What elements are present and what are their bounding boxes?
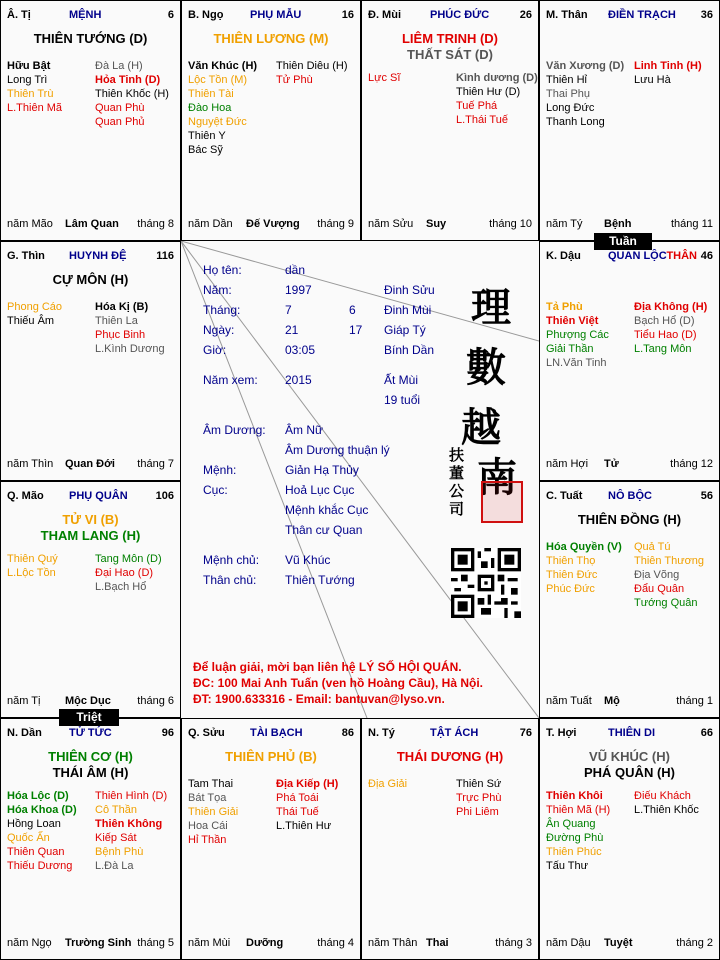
minor-star: Thiên La [95,315,138,327]
minor-star: Thiên Đức [546,569,598,581]
palace-name: MỆNH [69,9,102,21]
palace-year: năm Hợi [546,458,589,470]
palace-footer [546,458,715,472]
palace-position: G. Thìn [7,250,45,262]
name-value: dần [285,263,306,277]
minor-star: Thiên Phúc [546,846,602,858]
minor-stars-right [276,777,361,833]
main-star: TỬ VI (B) [62,512,119,527]
age: 19 tuổi [384,393,421,407]
palace-month: tháng 5 [137,937,174,949]
palace-position: K. Dậu [546,250,581,262]
month-solar: 7 [285,303,292,317]
palace-header [188,727,356,741]
calligraphy-small-3: 公 [449,482,465,500]
minor-star: Hồng Loan [7,818,61,830]
palace-number: 26 [519,9,532,21]
day-lunar: Giáp Tý [384,323,426,337]
minor-star: Hỏa Tinh (D) [95,74,161,86]
minor-star: Thiên Trù [7,88,54,100]
palace-month: tháng 2 [676,937,713,949]
main-stars [182,31,360,47]
palace-year: năm Mùi [188,937,231,949]
palace-month: tháng 7 [137,458,174,470]
palace-header [7,490,176,504]
palace-header [546,9,715,23]
palace-cell [0,241,181,481]
minor-star: Thiên Hình (D) [95,790,168,802]
day-solar: 21 [285,323,299,337]
palace-cell [539,0,720,241]
minor-star: Tả Phù [546,301,583,313]
calligraphy-small [449,446,467,518]
palace-cell [0,0,181,241]
palace-year: năm Mão [7,218,53,230]
palace-month: tháng 3 [495,937,532,949]
minor-star: Quả Tú [634,541,671,553]
palace-position: N. Tý [368,727,395,739]
contact-line-1: Để luận giải, mời bạn liên hệ LÝ SỐ HỘI QUÁN. [193,660,462,674]
palace-month: tháng 9 [317,218,354,230]
minor-star: Thanh Long [546,116,605,128]
minor-star: Nguyệt Đức [188,116,247,128]
main-stars [362,749,538,765]
minor-star: Quan Phù [95,102,145,114]
minor-star: Tiểu Hao (D) [634,329,697,341]
palace-year: năm Dậu [546,937,591,949]
minor-star: Phượng Các [546,329,609,341]
minor-star: Tấu Thư [546,860,589,872]
minor-stars-right [95,552,181,594]
minor-star: Long Trì [7,74,48,86]
year-solar: 1997 [285,283,312,297]
palace-position: M. Thân [546,9,588,21]
menh-chu: Vũ Khúc [285,553,331,567]
palace-stage: Dưỡng [246,937,284,949]
palace-header [368,9,534,23]
menh-label: Mệnh: [203,463,237,477]
palace-month: tháng 10 [489,218,532,230]
palace-cell [0,481,181,718]
minor-star: Bát Tọa [188,792,227,804]
minor-star: Hóa Kị (B) [95,301,149,313]
main-star: THÁI ÂM (H) [52,765,129,780]
palace-header [7,9,176,23]
palace-position: C. Tuất [546,490,583,502]
minor-stars-left [368,777,463,791]
minor-star: Tử Phù [276,74,313,86]
palace-year: năm Sửu [368,218,414,230]
palace-name: HUYNH ĐỆ [69,250,127,262]
palace-year: năm Tý [546,218,583,230]
contact-line-3[interactable]: ĐT: 1900.633316 - Email: bantuvan@lyso.vn. [193,692,445,706]
minor-star: Bạch Hổ (D) [634,315,695,327]
palace-cell [0,718,181,960]
palace-header [7,250,176,264]
minor-stars-left [546,59,641,129]
view-year-lunar: Ất Mùi [384,373,419,387]
minor-star: Linh Tinh (H) [634,60,702,72]
palace-name: TỬ TỨC [69,727,112,739]
palace-number: 16 [341,9,354,21]
minor-star: Quốc Ấn [7,832,50,844]
minor-stars-left [546,789,641,873]
palace-year: năm Thìn [7,458,54,470]
minor-star: Thiên Việt [546,315,599,327]
minor-star: Văn Xương (D) [546,60,625,72]
palace-header [368,727,534,741]
minor-star: L.Kình Dương [95,343,165,355]
palace-position: Đ. Mùi [368,9,401,21]
palace-stage: Mộc Dục [65,695,111,707]
minor-star: Thiên Quan [7,846,65,858]
minor-star: Tuế Phá [456,100,498,112]
minor-star: L.Thiên Hư [276,820,332,832]
minor-star: Văn Khúc (H) [188,60,258,72]
palace-number: 66 [700,727,713,739]
minor-star: Bác Sỹ [188,144,223,156]
minor-star: Đường Phù [546,832,604,844]
minor-star: Thiên Thương [634,555,705,567]
minor-stars-left [7,552,102,580]
palace-footer [188,218,356,232]
minor-stars-right [95,59,181,129]
minor-star: Địa Giải [368,778,408,790]
name-label: Họ tên: [203,263,242,277]
palace-month: tháng 11 [670,218,713,230]
minor-stars-right [634,540,720,610]
minor-star: Phúc Đức [546,583,595,595]
calligraphy-char-3: 越 [461,404,501,451]
minor-star: Đà La (H) [95,60,143,72]
minor-star: Thiên Hư (D) [456,86,521,98]
main-stars [540,512,719,528]
palace-stage: Thai [426,937,449,949]
palace-position: Â. Tị [7,9,31,21]
palace-footer [368,218,534,232]
minor-star: Kiếp Sát [95,832,137,844]
minor-star: L.Tang Môn [634,343,692,355]
minor-star: Địa Võng [634,569,680,581]
minor-star: Cô Thần [95,804,137,816]
minor-star: Thiên Thọ [546,555,596,567]
minor-star: Đại Hao (D) [95,567,154,579]
main-star: THIÊN LƯƠNG (M) [213,31,329,46]
palace-extra: THÂN [666,250,697,262]
minor-stars-left [546,300,641,370]
minor-stars-left [188,59,283,157]
palace-cell [539,718,720,960]
palace-position: B. Ngọ [188,9,224,21]
palace-year: năm Tuất [546,695,592,707]
minor-star: Lực Sĩ [368,72,401,84]
minor-stars-right [276,59,361,87]
month-lunar-num: 6 [349,303,356,317]
minor-star: L.Thiên Khốc [634,804,699,816]
minor-star: Đào Hoa [188,102,232,114]
minor-star: Hóa Khoa (D) [7,804,77,816]
minor-star: Kình dương (D) [456,72,538,84]
month-lunar: Đinh Mùi [384,303,432,317]
view-year-label: Năm xem: [203,373,258,387]
palace-header [546,490,715,504]
minor-star: L.Lộc Tồn [7,567,56,579]
minor-star: Tam Thai [188,778,234,790]
minor-star: Phi Liêm [456,806,499,818]
minor-star: Hỉ Thần [188,834,227,846]
calligraphy-char-2: 數 [466,344,506,391]
cuc-value-2: Mệnh khắc Cục [285,503,369,517]
palace-position: T. Hợi [546,727,577,739]
minor-star: Thiên Mã (H) [546,804,611,816]
than-chu: Thiên Tướng [285,573,355,587]
minor-star: Thái Tuế [276,806,319,818]
main-stars [182,749,360,765]
palace-position: Q. Mão [7,490,44,502]
palace-cell [539,241,720,481]
palace-header [546,727,715,741]
palace-cell [361,718,539,960]
palace-footer [368,937,534,951]
year-lunar: Đinh Sửu [384,283,435,297]
palace-name: PHÚC ĐỨC [430,9,490,21]
main-stars [1,272,180,288]
palace-cell [181,0,361,241]
day-label: Ngày: [203,323,235,337]
palace-number: 46 [700,250,713,262]
minor-star: Thiếu Âm [7,315,55,327]
palace-header [188,9,356,23]
palace-stage: Suy [426,218,447,230]
calligraphy-char-1: 理 [471,284,511,331]
minor-star: Địa Không (H) [634,301,708,313]
palace-stage: Tuyệt [604,937,633,949]
main-star: PHÁ QUÂN (H) [584,765,675,780]
palace-month: tháng 8 [137,218,174,230]
palace-month: tháng 1 [676,695,713,707]
minor-stars-right [456,71,539,127]
minor-stars-left [7,789,102,873]
palace-name: TÀI BẠCH [250,727,303,739]
palace-month: tháng 6 [137,695,174,707]
main-star: THẤT SÁT (D) [407,47,493,62]
palace-header [546,250,715,264]
palace-year: năm Tị [7,695,41,707]
day-lunar-num: 17 [349,323,363,337]
than-chu-label: Thân chủ: [203,573,257,587]
minor-star: Đẩu Quân [634,583,685,595]
palace-name: PHỤ MẪU [250,9,302,21]
minor-star: Hóa Lộc (D) [7,790,69,802]
palace-number: 36 [700,9,713,21]
minor-star: Hóa Quyền (V) [546,541,622,553]
palace-number: 106 [155,490,174,502]
cuc-label: Cục: [203,483,228,497]
main-stars [1,749,180,781]
red-seal-stamp [481,481,523,523]
minor-star: Lưu Hà [634,74,671,86]
palace-cell [539,481,720,718]
minor-star: Giải Thần [546,343,594,355]
hour-lunar: Bính Dần [384,343,435,357]
palace-number: 56 [700,490,713,502]
minor-star: Thiên Y [188,130,226,142]
minor-star: Thai Phụ [546,88,591,100]
minor-star: Phong Cáo [7,301,63,313]
main-star: THIÊN CƠ (H) [48,749,133,764]
am-duong-label: Âm Dương: [203,423,266,437]
palace-header [7,727,176,741]
palace-month: tháng 12 [670,458,713,470]
minor-star: Thiên Diêu (H) [276,60,348,72]
minor-star: Thiên Không [95,818,163,830]
minor-star: Long Đức [546,102,595,114]
minor-star: Ân Quang [546,818,596,830]
center-info-panel [181,241,539,718]
main-star: LIÊM TRINH (D) [401,31,499,46]
minor-stars-right [95,789,181,873]
palace-cell [361,0,539,241]
tuan-tag: Tuần [594,233,652,250]
minor-star: Thiên Sứ [456,778,502,790]
minor-star: LN.Văn Tinh [546,357,607,369]
minor-star: Bệnh Phù [95,846,144,858]
minor-stars-left [7,59,102,115]
palace-name: NÔ BỘC [608,490,652,502]
minor-star: L.Bạch Hổ [95,581,147,593]
palace-stage: Đế Vượng [246,218,300,230]
cuc-value: Hoả Lục Cục [285,483,355,497]
palace-position: Q. Sửu [188,727,225,739]
palace-name: ĐIỀN TRẠCH [608,9,676,21]
minor-star: L.Thiên Mã [7,102,63,114]
main-star: VŨ KHÚC (H) [589,749,670,764]
minor-star: Thiên Quý [7,553,58,565]
main-star: THÁI DƯƠNG (H) [396,749,504,764]
contact-line-2: ĐC: 100 Mai Anh Tuấn (ven hồ Hoàng Cầu), Hà Nội. [193,676,484,690]
am-duong-2: Âm Dương thuận lý [285,443,390,457]
palace-stage: Bệnh [604,218,632,230]
minor-star: Tang Môn (D) [95,553,162,565]
main-stars [362,31,538,63]
minor-star: Địa Kiếp (H) [276,778,339,790]
minor-stars-left [188,777,283,847]
palace-footer [7,218,176,232]
minor-star: Quan Phủ [95,116,145,128]
minor-star: Trực Phù [456,792,502,804]
minor-star: Phục Binh [95,329,146,341]
main-stars [540,749,719,781]
minor-stars-right [95,300,181,356]
minor-star: Điếu Khách [634,790,691,802]
palace-year: năm Ngọ [7,937,52,949]
main-star: THIÊN PHỦ (B) [225,749,317,764]
main-stars [1,31,180,47]
menh-chu-label: Mệnh chủ: [203,553,260,567]
minor-stars-left [368,71,463,85]
palace-footer [7,458,176,472]
year-label: Năm: [203,283,232,297]
hour-label: Giờ: [203,343,227,357]
minor-stars-right [634,789,720,817]
palace-footer [7,937,176,951]
cuc-value-3: Thân cư Quan [285,523,363,537]
qr-code[interactable] [451,548,521,618]
palace-name: QUAN LỘC [608,250,667,262]
minor-star: Thiên Hỉ [546,74,587,86]
palace-stage: Tử [604,458,619,470]
minor-star: Thiếu Dương [7,860,73,872]
minor-stars-right [634,59,720,87]
minor-star: L.Đà La [95,860,134,872]
palace-month: tháng 4 [317,937,354,949]
triet-tag: Triệt [59,709,119,726]
minor-star: Thiên Tài [188,88,234,100]
main-stars [1,512,180,544]
palace-name: PHỤ QUÂN [69,490,128,502]
minor-star: L.Thái Tuế [456,114,508,126]
am-duong: Âm Nữ [285,423,324,437]
minor-star: Thiên Giải [188,806,239,818]
minor-stars-right [456,777,539,819]
view-year: 2015 [285,373,312,387]
main-star: THIÊN ĐỒNG (H) [577,512,682,527]
calligraphy-small-2: 董 [449,464,465,482]
minor-star: Lộc Tồn (M) [188,74,248,86]
palace-number: 86 [341,727,354,739]
minor-stars-right [634,300,720,356]
palace-name: TẬT ÁCH [430,727,479,739]
palace-footer [188,937,356,951]
palace-stage: Lâm Quan [65,218,119,230]
palace-stage: Trường Sinh [65,937,132,949]
palace-cell [181,718,361,960]
palace-name: THIÊN DI [608,727,656,739]
main-star: CỰ MÔN (H) [52,272,129,287]
palace-number: 116 [156,250,174,262]
palace-footer [546,695,715,709]
palace-year: năm Dần [188,218,233,230]
hour-value: 03:05 [285,343,316,357]
palace-number: 76 [519,727,532,739]
minor-star: Tướng Quân [634,597,698,609]
minor-star: Hữu Bật [7,60,51,72]
main-star: THIÊN TƯỚNG (D) [33,31,148,46]
palace-stage: Quan Đới [65,458,115,470]
minor-star: Thiên Khôi [546,790,603,802]
main-star: THAM LANG (H) [40,528,141,543]
palace-stage: Mộ [604,695,620,707]
calligraphy-small-4: 司 [449,500,465,518]
palace-number: 6 [167,9,174,21]
palace-number: 96 [161,727,174,739]
calligraphy-char-4: 南 [477,454,517,501]
palace-year: năm Thân [368,937,418,949]
palace-footer [7,695,176,709]
calligraphy-small-1: 扶 [449,446,465,464]
minor-stars-left [546,540,641,596]
minor-star: Thiên Khốc (H) [95,88,169,100]
menh-value: Giản Hạ Thủy [285,463,359,477]
minor-stars-left [7,300,102,328]
minor-star: Phá Toái [276,792,319,804]
palace-footer [546,218,715,232]
month-label: Tháng: [203,303,241,317]
palace-position: N. Dần [7,727,42,739]
palace-footer [546,937,715,951]
minor-star: Hoa Cái [188,820,228,832]
